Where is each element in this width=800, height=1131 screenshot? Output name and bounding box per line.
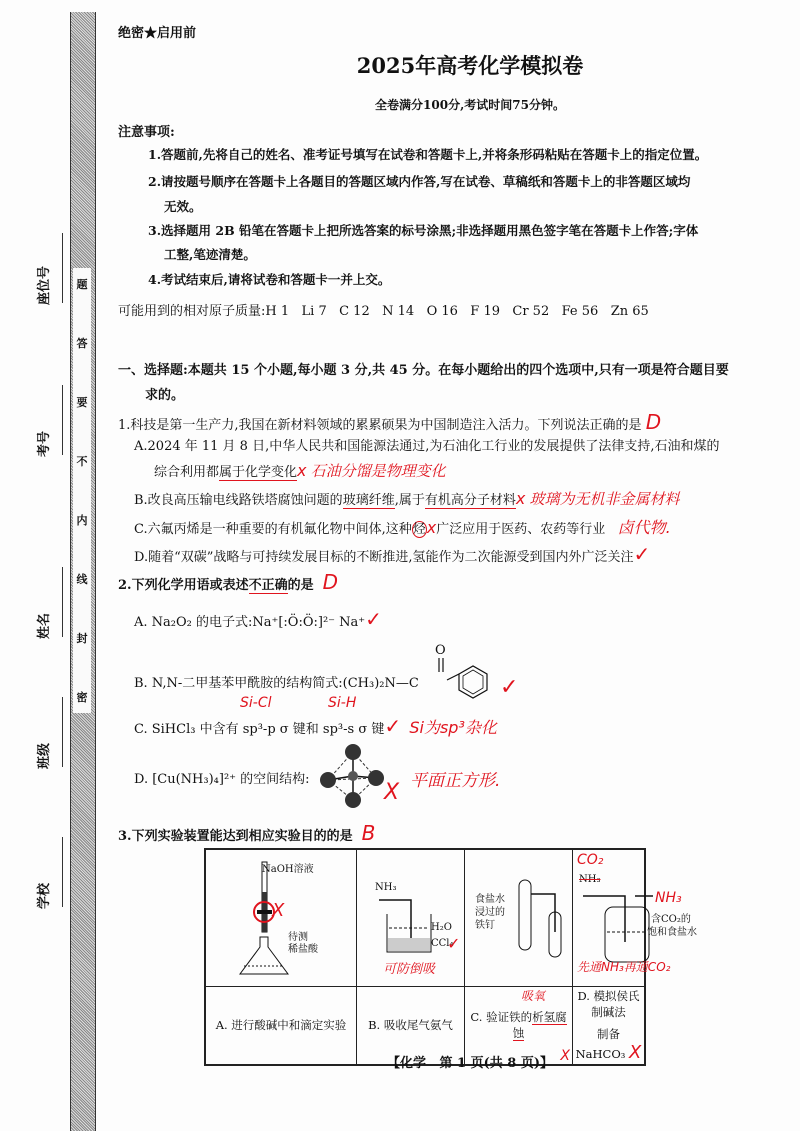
seal-char: 题 [76,278,88,291]
check-mark: ✓ [500,675,519,700]
apparatus-label: NaOH溶液 [262,864,314,875]
exam-number-field[interactable] [33,377,67,457]
class-field[interactable] [33,689,67,769]
handwritten-note: CO₂ [577,852,604,868]
cross-mark: x [426,518,437,537]
handwritten-note: Si-H [328,695,357,711]
q2-option-b [134,672,419,691]
carbonyl-oxygen: O [435,643,446,658]
cross-mark: X [629,1041,642,1063]
question-3-stem [118,821,375,845]
handwritten-answer: B [361,821,376,845]
benzene-ring-icon [437,656,497,706]
caption-text: A. 进行酸碱中和滴定实验 [215,1018,347,1032]
apparatus-label: NH₃ [375,882,397,893]
seal-char: 要 [76,396,88,409]
seat-number-field[interactable] [33,225,67,305]
text: 综合利用都 [154,465,220,480]
text: C.六氟丙烯是一种重要的有机氟化物中间体,这种 [134,522,412,537]
seal-notice [73,268,91,713]
handwritten-note: Si-Cl [240,695,272,711]
apparatus-c [465,849,573,986]
q1-option-a: A.2024 年 11 月 8 日,中华人民共和国能源法通过,为石油化工行业的发展提供了法律支持,石油和煤的 [134,439,720,454]
text: C. SiHCl₃ 中含有 sp³-p σ 键和 sp³-s σ 键 [134,722,385,737]
q1-option-c [134,515,671,538]
section-heading-cont: 求的。 [145,388,185,403]
text: 2.下列化学用语或表述 [118,578,249,593]
text: 3.下列实验装置能达到相应实验目的的是 [118,829,353,844]
seal-char: 答 [76,337,88,350]
apparatus-label: 铁钉 [475,920,495,931]
seal-char: 内 [76,514,88,527]
note-item: 2.请按题号顺序在答题卡上各题目的答题区域内作答,写在试卷、草稿纸和答题卡上的非答题区域均 [148,174,691,189]
apparatus-label: H₂O [431,922,452,933]
cross-mark: X [560,1047,570,1064]
seat-number-label: 座位号 [37,265,52,305]
handwritten-note: 可防倒吸 [383,962,436,977]
apparatus-label: 饱和食盐水 [647,927,697,938]
exam-number-label: 考号 [37,430,52,457]
tetrahedral-structure-icon [318,742,388,810]
apparatus-label: 稀盐酸 [288,944,318,955]
question-1-stem [118,410,661,434]
school-label: 学校 [37,882,52,909]
seal-char: 封 [76,632,88,645]
text: A. Na₂O₂ 的电子式:Na⁺[:Ö:Ö:]²⁻ Na⁺ [134,615,366,630]
handwritten-answer: D [645,410,662,434]
page-title: 2025年高考化学模拟卷 [356,53,584,78]
underlined-text: 属于化学变化 [219,465,298,480]
text: B. N,N-二甲基苯甲酰胺的结构简式:(CH₃)₂N—C [134,676,419,691]
seal-char: 密 [76,691,88,704]
check-mark: ✓ [633,542,651,566]
handwritten-note: 平面正方形. [410,771,501,791]
school-field[interactable] [33,829,67,909]
name-field[interactable] [33,559,67,639]
apparatus-label: 浸过的 [475,907,505,918]
handwritten-note: 玻璃为无机非金属材料 [529,490,680,508]
caption-text: C. 验证铁的 [470,1010,533,1024]
check-mark: ✓ [447,934,461,953]
handwritten-answer: D [322,570,339,594]
section-heading: 一、选择题:本题共 15 个小题,每小题 3 分,共 45 分。在每小题给出的四个选项中,只有一项是符合题目要 [118,363,729,378]
handwritten-note: 先通NH₃再通CO₂ [577,960,671,974]
subtitle: 全卷满分100分,考试时间75分钟。 [375,98,565,112]
handwritten-note: NH₃ [655,890,682,906]
name-label: 姓名 [37,612,52,639]
text: 的是 [287,578,314,593]
secret-label: 绝密★启用前 [118,26,197,41]
seal-char: 不 [76,455,88,468]
underlined-text: 不正确 [248,578,288,593]
q1-option-d [134,542,650,566]
underlined-text: 玻璃纤维 [342,493,395,508]
text: D.随着“双碳”战略与可持续发展目标的不断推进,氢能作为二次能源受到国内外广泛关注 [134,550,634,565]
atomic-masses: 可能用到的相对原子质量:H 1 Li 7 C 12 N 14 O 16 F 19 Cr 52 Fe 56 Zn 65 [118,304,649,319]
cross-mark: x [297,461,307,480]
cross-mark: X [384,780,400,805]
caption-text: 制备 NaHCO₃ [575,1026,626,1061]
underlined-text: 析氢腐蚀 [512,1010,567,1040]
note-item: 4.考试结束后,请将试卷和答题卡一并上交。 [148,272,391,287]
note-item: 1.答题前,先将自己的姓名、准考证号填写在试卷和答题卡上,并将条形码粘贴在答题卡上的指定位置。 [148,147,708,162]
q1-option-a-cont [154,460,446,481]
page-footer: 【化学 第 1 页(共 8 页)】 [386,1056,554,1071]
note-item: 3.选择题用 2B 铅笔在答题卡上把所选答案的标号涂黑;非选择题用黑色签字笔在答题卡上作答;字体 [148,223,699,238]
caption-text: B. 吸收尾气氨气 [368,1018,453,1032]
q2-option-c [134,714,497,738]
check-mark: ✓ [365,607,382,631]
apparatus-d [573,849,697,986]
apparatus-label: 含CO₂的 [651,914,691,925]
q1-option-b [134,488,679,509]
text: D. [Cu(NH₃)₄]²⁺ 的空间结构: [134,772,310,787]
handwritten-note: Si为sp³杂化 [409,718,497,737]
underlined-text: 有机高分子材料 [424,493,516,508]
question-2-stem [118,570,338,594]
notes-heading: 注意事项: [118,125,175,140]
text: 广泛应用于医药、农药等行业 [436,522,606,537]
apparatus-label: 食盐水 [475,894,505,905]
note-item: 无效。 [164,199,202,214]
handwritten-note: 卤代物. [617,518,671,537]
stem-text: 1.科技是第一生产力,我国在新材料领域的累累硕果为中国制造注入活力。下列说法正确的是 [118,418,642,433]
check-mark: ✓ [384,714,402,738]
class-label: 班级 [37,742,52,769]
cross-mark: x [515,489,526,508]
note-item: 工整,笔迹清楚。 [164,247,256,262]
q2-option-a [134,607,382,631]
handwritten-note: 吸氧 [521,988,546,1003]
apparatus-b [357,849,465,986]
cross-mark: X [272,900,285,921]
q2-option-d [134,768,310,787]
apparatus-label: CCl₄ [431,938,454,949]
experiment-table [204,848,697,1066]
apparatus-label: 待测 [288,932,308,943]
text: B.改良高压输电线路铁塔腐蚀问题的 [134,493,343,508]
seal-char: 线 [76,573,88,586]
caption-text: D. 模拟侯氏制碱法 [577,988,640,1019]
apparatus-a [205,849,357,986]
apparatus-label: NH₃ [579,874,601,885]
handwritten-note: 石油分馏是物理变化 [310,462,446,480]
text: ,属于 [394,493,425,508]
circled-text: 烃 [412,522,426,537]
